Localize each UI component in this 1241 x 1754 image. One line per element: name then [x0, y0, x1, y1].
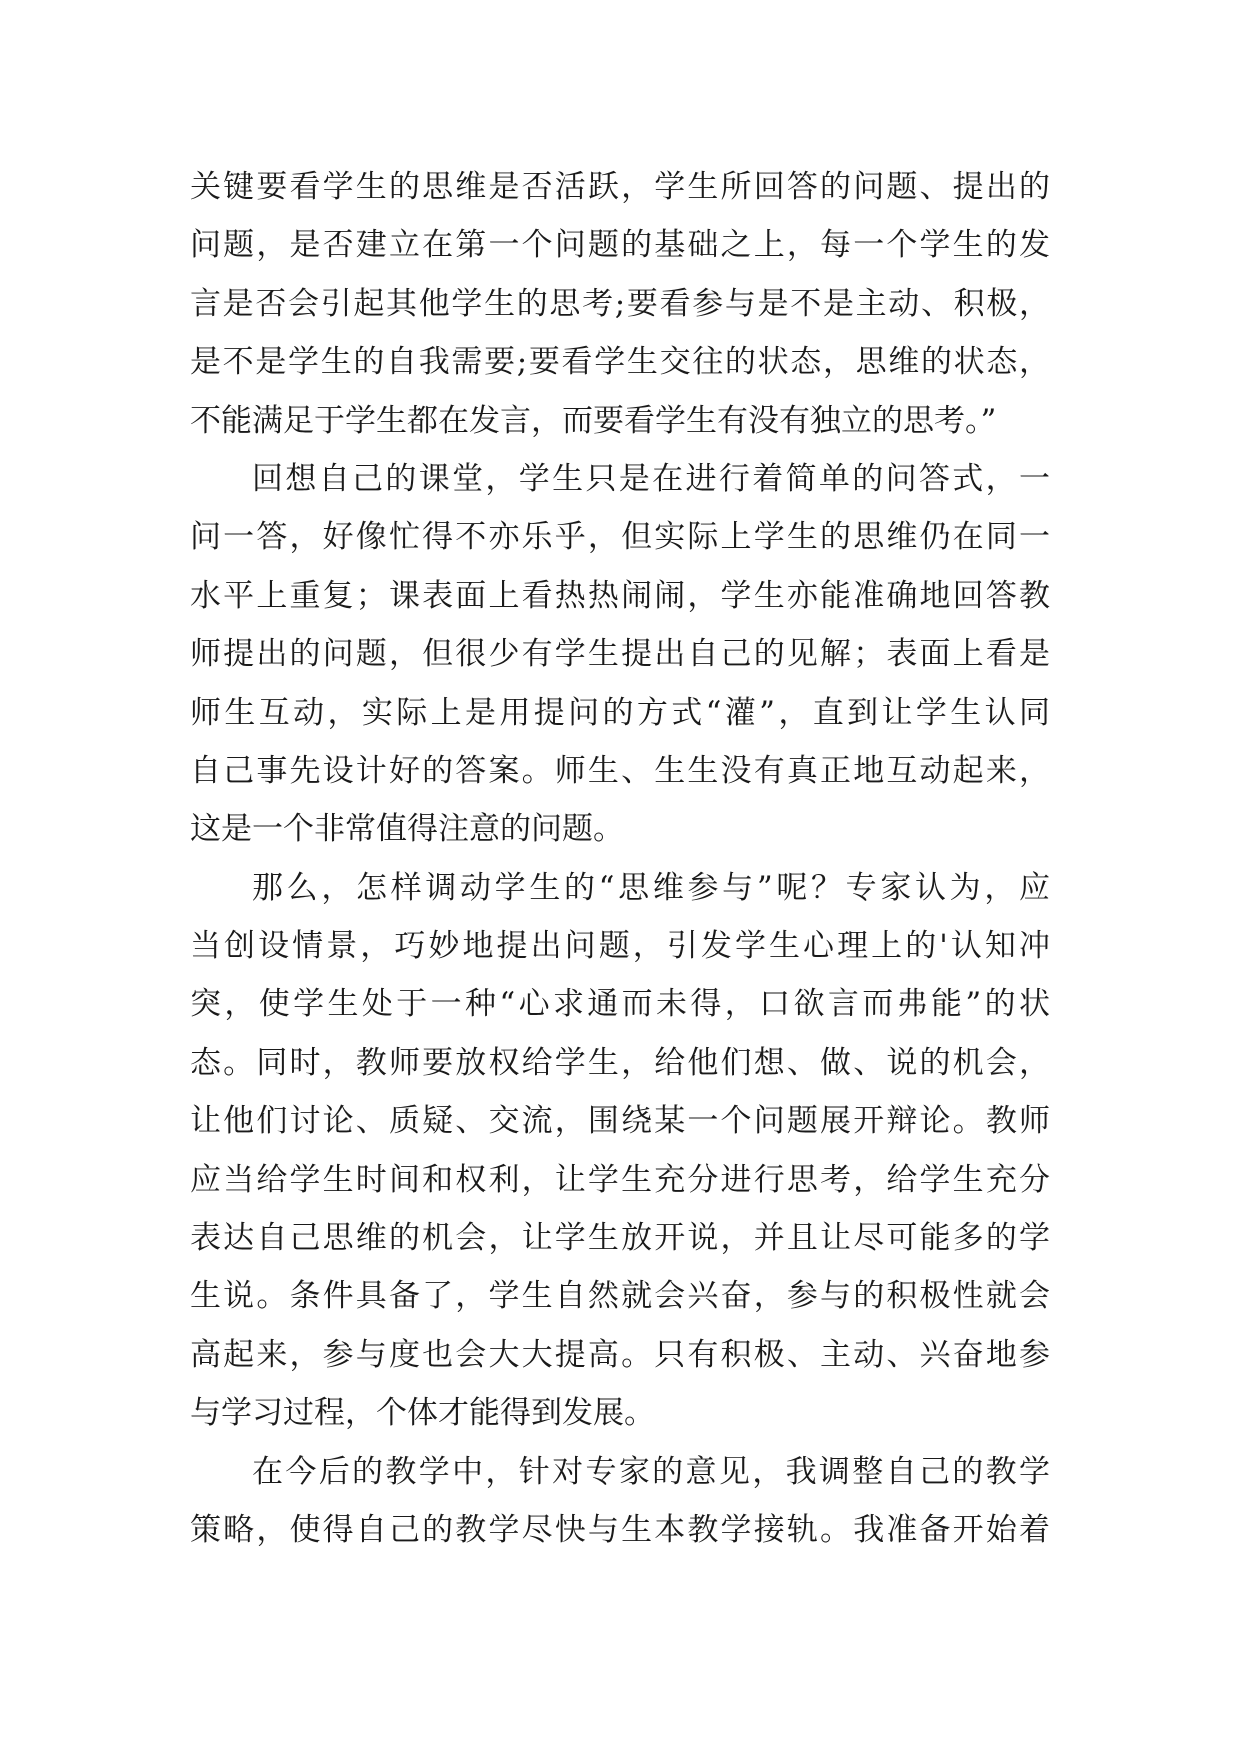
text-line: 策略，使得自己的教学尽快与生本教学接轨。我准备开始着	[190, 1511, 1050, 1548]
text-line: 是不是学生的自我需要;要看学生交往的状态，思维的状态，	[190, 344, 1050, 381]
text-line: 不能满足于学生都在发言，而要看学生有没有独立的思考。”	[190, 402, 997, 439]
paragraph-first-line: 那么，怎样调动学生的“思维参与”呢？专家认为，应	[252, 869, 1050, 906]
text-line: 让他们讨论、质疑、交流，围绕某一个问题展开辩论。教师	[190, 1103, 1050, 1140]
text-line: 师生互动，实际上是用提问的方式“灌”，直到让学生认同	[190, 694, 1050, 731]
text-line: 问题，是否建立在第一个问题的基础之上，每一个学生的发	[190, 227, 1050, 264]
paragraph-first-line: 回想自己的课堂，学生只是在进行着简单的问答式，一	[252, 460, 1050, 497]
text-line: 师提出的问题，但很少有学生提出自己的见解；表面上看是	[190, 636, 1050, 673]
text-line: 应当给学生时间和权利，让学生充分进行思考，给学生充分	[190, 1161, 1050, 1198]
text-line: 言是否会引起其他学生的思考;要看参与是不是主动、积极，	[190, 285, 1050, 322]
text-line: 关键要看学生的思维是否活跃，学生所回答的问题、提出的	[190, 169, 1050, 205]
text-line: 当创设情景，巧妙地提出问题，引发学生心理上的'认知冲	[190, 928, 1050, 965]
text-line: 突，使学生处于一种“心求通而未得，口欲言而弗能”的状	[190, 986, 1050, 1023]
text-line: 与学习过程，个体才能得到发展。	[190, 1395, 655, 1432]
text-line: 这是一个非常值得注意的问题。	[190, 811, 624, 848]
body-text	[190, 158, 1050, 1559]
text-line: 生说。条件具备了，学生自然就会兴奋，参与的积极性就会	[190, 1278, 1050, 1315]
text-line: 问一答，好像忙得不亦乐乎，但实际上学生的思维仍在同一	[190, 519, 1050, 556]
text-line: 自己事先设计好的答案。师生、生生没有真正地互动起来，	[190, 752, 1050, 789]
text-line: 高起来，参与度也会大大提高。只有积极、主动、兴奋地参	[190, 1336, 1050, 1373]
text-line: 表达自己思维的机会，让学生放开说，并且让尽可能多的学	[190, 1220, 1050, 1257]
text-line: 态。同时，教师要放权给学生，给他们想、做、说的机会，	[190, 1044, 1050, 1081]
paragraph-first-line: 在今后的教学中，针对专家的意见，我调整自己的教学	[252, 1453, 1050, 1490]
text-line: 水平上重复；课表面上看热热闹闹，学生亦能准确地回答教	[190, 577, 1050, 614]
